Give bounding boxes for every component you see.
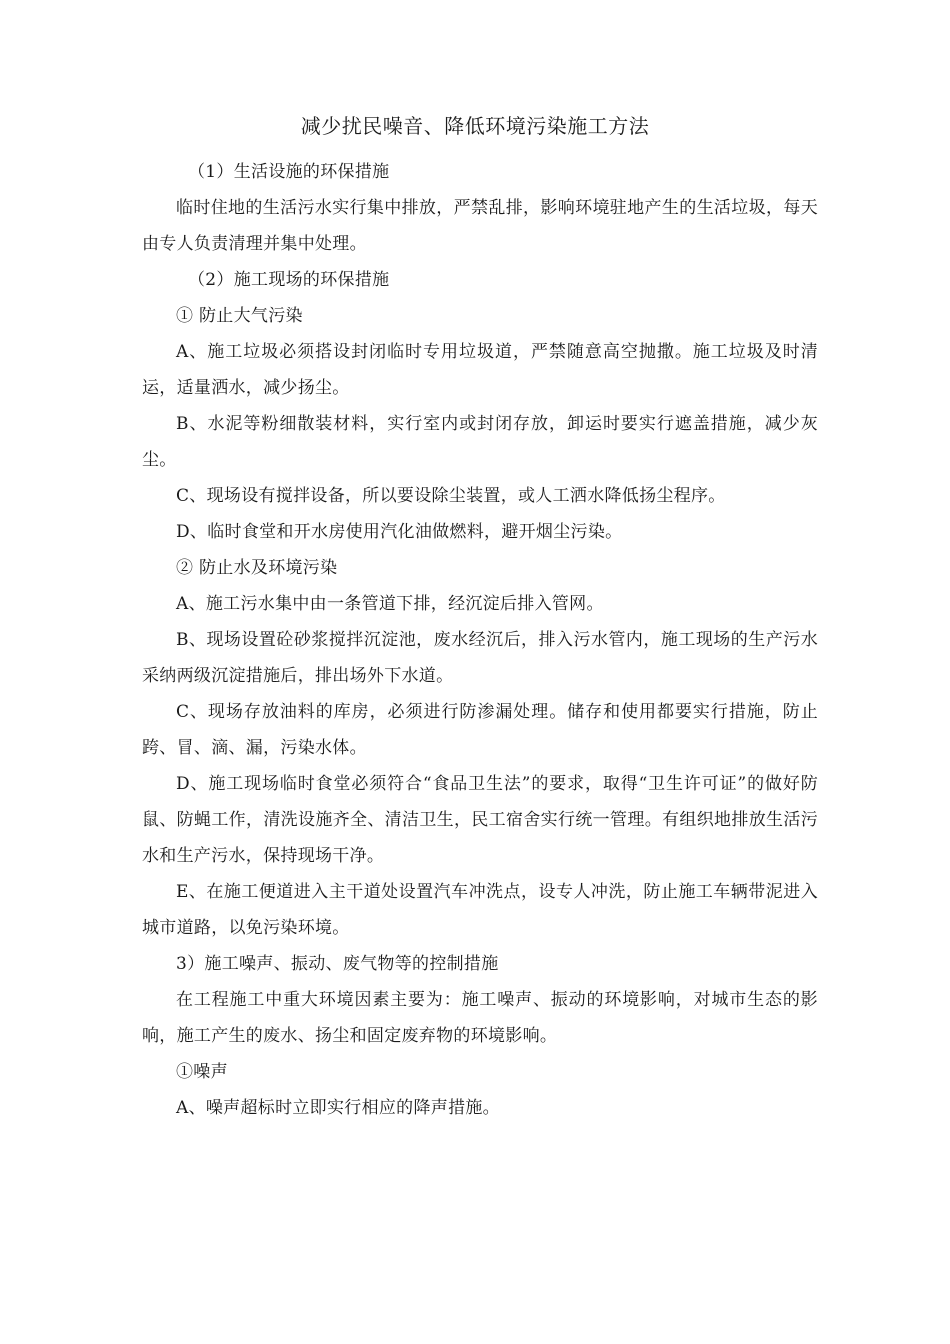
paragraph-item-a-noise-measures: A、噪声超标时立即实行相应的降声措施。 bbox=[176, 1098, 500, 1118]
subheading-water-pollution: ② 防止水及环境污染 bbox=[176, 558, 338, 578]
paragraph-item-c-mixing: C、现场设有搅拌设备，所以要设除尘装置，或人工洒水降低扬尘程序。 bbox=[176, 486, 726, 506]
document-body bbox=[142, 154, 818, 1126]
section-heading-noise-control: 3）施工噪声、振动、废气物等的控制措施 bbox=[176, 954, 499, 974]
section-heading-living-facilities: （1）生活设施的环保措施 bbox=[188, 162, 390, 182]
paragraph-item-c-oil-storage: C、现场存放油料的库房，必须进行防渗漏处理。储存和使用都要实行措施，防止跨、冒、滴、漏，污染水体。 bbox=[142, 702, 818, 758]
section-heading-construction-site: （2）施工现场的环保措施 bbox=[188, 270, 390, 290]
paragraph-item-d-canteen-fuel: D、临时食堂和开水房使用汽化油做燃料，避开烟尘污染。 bbox=[176, 522, 623, 542]
paragraph-item-d-food-hygiene: D、施工现场临时食堂必须符合“食品卫生法”的要求，取得“卫生许可证”的做好防鼠、防蝇工作，清洗设施齐全、清洁卫生，民工宿舍实行统一管理。有组织地排放生活污水和生产污水，保持现场干净。 bbox=[142, 774, 818, 866]
paragraph-item-b-cement: B、水泥等粉细散装材料，实行室内或封闭存放，卸运时要实行遮盖措施，减少灰尘。 bbox=[142, 414, 818, 470]
paragraph-item-a-garbage: A、施工垃圾必须搭设封闭临时专用垃圾道，严禁随意高空抛撒。施工垃圾及时清运，适量洒水，减少扬尘。 bbox=[142, 342, 818, 398]
paragraph-item-b-sedimentation: B、现场设置砼砂浆搅拌沉淀池，废水经沉后，排入污水管内，施工现场的生产污水采纳两级沉淀措施后，排出场外下水道。 bbox=[142, 630, 818, 686]
subheading-noise: ①噪声 bbox=[176, 1062, 228, 1082]
paragraph-environmental-factors: 在工程施工中重大环境因素主要为：施工噪声、振动的环境影响，对城市生态的影响，施工产生的废水、扬尘和固定废弃物的环境影响。 bbox=[142, 990, 818, 1046]
paragraph-sewage-discharge: 临时住地的生活污水实行集中排放，严禁乱排，影响环境驻地产生的生活垃圾，每天由专人负责清理并集中处理。 bbox=[142, 198, 818, 254]
paragraph-item-e-vehicle-wash: E、在施工便道进入主干道处设置汽车冲洗点，设专人冲洗，防止施工车辆带泥进入城市道路，以免污染环境。 bbox=[142, 882, 818, 938]
paragraph-item-a-wastewater: A、施工污水集中由一条管道下排，经沉淀后排入管网。 bbox=[176, 594, 604, 614]
document-title: 减少扰民噪音、降低环境污染施工方法 bbox=[300, 114, 650, 138]
subheading-air-pollution: ① 防止大气污染 bbox=[176, 306, 303, 326]
